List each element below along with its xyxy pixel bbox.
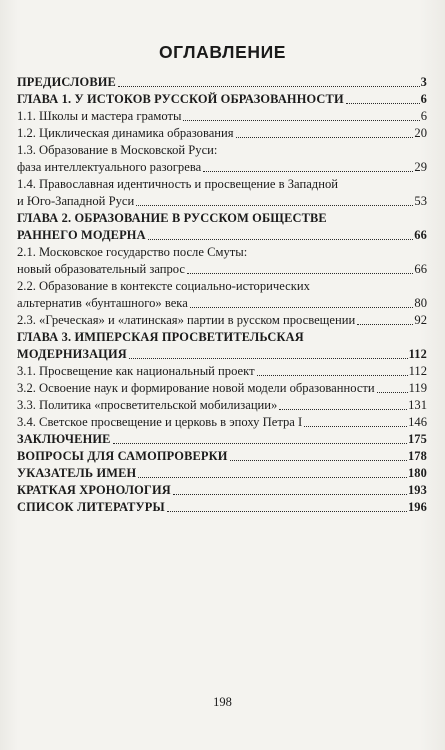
toc-entry-text: новый образовательный запрос [17, 262, 186, 276]
toc-heading-entry [17, 210, 427, 244]
toc-heading-entry [17, 499, 427, 516]
toc-entry-line [17, 125, 427, 142]
dot-leader [173, 494, 407, 495]
toc-entry-text: 3.4. Светское просвещение и церковь в эпоху Петра I [17, 415, 303, 429]
toc-section-entry [17, 108, 427, 125]
table-of-contents [17, 74, 427, 516]
toc-entry-line [17, 346, 427, 363]
toc-page-number: 66 [414, 262, 427, 276]
toc-entry-text: ГЛАВА 2. ОБРАЗОВАНИЕ В РУССКОМ ОБЩЕСТВЕ [17, 211, 327, 225]
toc-entry-line [17, 108, 427, 125]
toc-page-number: 66 [414, 228, 427, 242]
page-number: 198 [213, 695, 232, 709]
toc-entry-text: 3.3. Политика «просветительской мобилизации» [17, 398, 278, 412]
toc-entry-line [17, 482, 427, 499]
toc-entry-line [17, 414, 427, 431]
toc-entry-line [17, 91, 427, 108]
toc-entry-text: альтернатив «бунташного» века [17, 296, 188, 310]
toc-heading-entry [17, 448, 427, 465]
toc-section-entry [17, 278, 427, 312]
toc-entry-text: РАННЕГО МОДЕРНА [17, 228, 146, 242]
toc-page-number: 20 [414, 126, 427, 140]
toc-page-number: 112 [408, 364, 427, 378]
dot-leader [230, 460, 407, 461]
toc-entry-text: МОДЕРНИЗАЦИЯ [17, 347, 127, 361]
dot-leader [279, 409, 407, 410]
dot-leader [113, 443, 407, 444]
toc-section-entry [17, 244, 427, 278]
toc-entry-text: 1.1. Школы и мастера грамоты [17, 109, 182, 123]
toc-entry-text: 2.1. Московское государство после Смуты: [17, 245, 248, 259]
toc-entry-text: 1.3. Образование в Московской Руси: [17, 143, 218, 157]
toc-section-entry [17, 397, 427, 414]
toc-page-number: 53 [414, 194, 427, 208]
toc-page-number: 92 [414, 313, 427, 327]
toc-entry-line [17, 261, 427, 278]
toc-entry-text: ГЛАВА 3. ИМПЕРСКАЯ ПРОСВЕТИТЕЛЬСКАЯ [17, 330, 304, 344]
dot-leader [129, 358, 408, 359]
toc-section-entry [17, 363, 427, 380]
toc-entry-line [17, 499, 427, 516]
toc-page-number: 3 [420, 75, 427, 89]
toc-page-number: 193 [407, 483, 427, 497]
dot-leader [190, 307, 414, 308]
dot-leader [167, 511, 407, 512]
toc-entry-line [17, 227, 427, 244]
toc-page-number: 175 [407, 432, 427, 446]
toc-section-entry [17, 176, 427, 210]
toc-entry-line [17, 295, 427, 312]
toc-heading-entry [17, 91, 427, 108]
toc-page-number: 146 [408, 415, 427, 429]
toc-heading-entry [17, 482, 427, 499]
toc-entry-text: КРАТКАЯ ХРОНОЛОГИЯ [17, 483, 171, 497]
toc-entry-text: 1.2. Циклическая динамика образования [17, 126, 234, 140]
dot-leader [136, 205, 413, 206]
toc-entry-text: 2.3. «Греческая» и «латинская» партии в русском просвещении [17, 313, 356, 327]
toc-entry-text: ГЛАВА 1. У ИСТОКОВ РУССКОЙ ОБРАЗОВАННОСТИ [17, 92, 344, 106]
toc-section-entry [17, 142, 427, 176]
toc-entry-text: ВОПРОСЫ ДЛЯ САМОПРОВЕРКИ [17, 449, 228, 463]
dot-leader [183, 120, 419, 121]
page-title: ОГЛАВЛЕНИЕ [158, 42, 287, 62]
dot-leader [187, 273, 413, 274]
dot-leader [357, 324, 413, 325]
toc-page-number: 119 [408, 381, 427, 395]
dot-leader [236, 137, 414, 138]
toc-entry-text: и Юго-Западной Руси [17, 194, 135, 208]
toc-entry-text: 3.1. Просвещение как национальный проект [17, 364, 255, 378]
dot-leader [304, 426, 407, 427]
toc-entry-text: УКАЗАТЕЛЬ ИМЕН [17, 466, 137, 480]
toc-entry-line [17, 397, 427, 414]
toc-entry-line [17, 448, 427, 465]
toc-entry-text: СПИСОК ЛИТЕРАТУРЫ [17, 500, 165, 514]
toc-heading-entry [17, 74, 427, 91]
toc-heading-entry [17, 465, 427, 482]
toc-page-number: 6 [420, 92, 427, 106]
toc-entry-text: фаза интеллектуального разогрева [17, 160, 202, 174]
toc-entry-text: ПРЕДИСЛОВИЕ [17, 75, 116, 89]
toc-page-number: 112 [408, 347, 427, 361]
toc-section-entry [17, 125, 427, 142]
toc-section-entry [17, 312, 427, 329]
dot-leader [138, 477, 407, 478]
toc-section-entry [17, 380, 427, 397]
toc-page-number: 196 [407, 500, 427, 514]
toc-heading-entry [17, 431, 427, 448]
dot-leader [257, 375, 408, 376]
dot-leader [118, 86, 420, 87]
toc-heading-entry [17, 329, 427, 363]
toc-entry-line [17, 193, 427, 210]
toc-page-number: 180 [407, 466, 427, 480]
toc-entry-line [17, 74, 427, 91]
toc-entry-text: ЗАКЛЮЧЕНИЕ [17, 432, 111, 446]
toc-page-number: 29 [414, 160, 427, 174]
toc-section-entry [17, 414, 427, 431]
toc-page-number: 131 [408, 398, 427, 412]
dot-leader [203, 171, 413, 172]
toc-entry-line [17, 363, 427, 380]
dot-leader [148, 239, 414, 240]
dot-leader [377, 392, 408, 393]
toc-entry-text: 2.2. Образование в контексте социально-исторических [17, 279, 310, 293]
toc-entry-line [17, 465, 427, 482]
toc-entry-line [17, 431, 427, 448]
toc-page-number: 80 [414, 296, 427, 310]
toc-page-number: 6 [420, 109, 427, 123]
toc-entry-line [17, 159, 427, 176]
toc-entry-text: 1.4. Православная идентичность и просвещение в Западной [17, 177, 338, 191]
toc-entry-line [17, 312, 427, 329]
toc-page-number: 178 [407, 449, 427, 463]
toc-entry-text: 3.2. Освоение наук и формирование новой модели образованности [17, 381, 375, 395]
dot-leader [346, 103, 420, 104]
toc-entry-line [17, 380, 427, 397]
